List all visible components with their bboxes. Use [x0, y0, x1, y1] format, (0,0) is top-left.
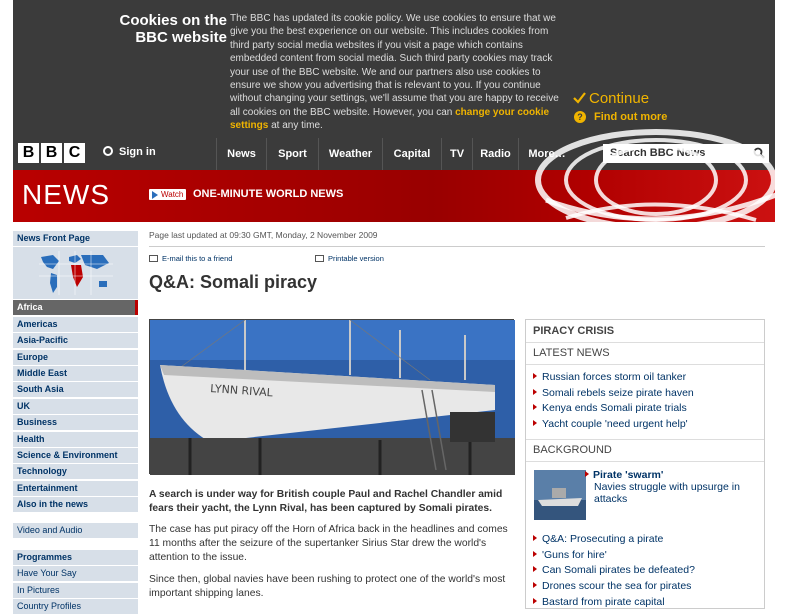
background-link[interactable]: 'Guns for hire' — [533, 549, 607, 561]
left-nav-item[interactable]: Asia-Pacific — [13, 333, 138, 348]
nav-item-radio[interactable]: Radio — [472, 138, 518, 170]
change-cookie-settings-link[interactable]: change your cookie settings — [230, 106, 550, 132]
left-nav-item[interactable]: Entertainment — [13, 481, 138, 496]
user-icon — [103, 146, 113, 156]
nav-item-capital[interactable]: Capital — [382, 138, 441, 170]
latest-news-link[interactable]: Russian forces storm oil tanker — [533, 371, 686, 383]
nav-items — [216, 138, 575, 170]
article-intro: A search is under way for British couple Paul and Rachel Chandler amid fears their yacht, the Lynn Rival, has been captured by Somali pirates. — [149, 489, 503, 514]
latest-news-link[interactable]: Yacht couple 'need urgent help' — [533, 418, 688, 430]
left-nav-item[interactable]: In Pictures — [13, 583, 138, 598]
left-nav-item[interactable]: South Asia — [13, 382, 138, 397]
news-banner — [13, 170, 775, 222]
yacht-photo — [149, 319, 514, 474]
left-nav-item[interactable]: Business — [13, 415, 138, 430]
divider — [149, 246, 765, 247]
left-nav-bottom — [13, 550, 138, 614]
nav-item-sport[interactable]: Sport — [266, 138, 318, 170]
printable-version-link[interactable]: Printable version — [315, 254, 435, 263]
nav-item-tv[interactable]: TV — [441, 138, 472, 170]
background-link[interactable]: Drones scour the sea for pirates — [533, 580, 691, 592]
left-nav-item[interactable]: Country Profiles — [13, 599, 138, 614]
background-link[interactable]: Q&A: Prosecuting a pirate — [533, 533, 663, 545]
question-icon: ? — [574, 111, 586, 123]
nav-item-weather[interactable]: Weather — [318, 138, 382, 170]
piracy-crisis-title: PIRACY CRISIS — [533, 325, 615, 337]
globe-graphic — [526, 160, 786, 230]
bbc-logo[interactable]: B B C — [18, 143, 85, 163]
email-friend-link[interactable]: E-mail this to a friend — [149, 254, 309, 263]
envelope-icon — [149, 255, 158, 262]
continue-button[interactable]: Continue — [573, 90, 649, 107]
left-nav-item[interactable]: Africa — [13, 300, 138, 315]
background-heading: BACKGROUND — [533, 444, 612, 456]
left-nav-news-front-page[interactable]: News Front Page — [13, 231, 138, 246]
search-input[interactable]: Search BBC News — [603, 144, 769, 163]
one-minute-world-news-link[interactable]: ONE-MINUTE WORLD NEWS — [193, 188, 344, 200]
cookie-text: The BBC has updated its cookie policy. We use cookies to ensure that we give you the best experience on our website. This includes cookies from third party social media websites if you visit a page which contains embedded content from social media. Such third party cookies may track your use of the BBC website. We and our partners also use cookies to ensure we show you advertising that is relevant to you. If you continue without changing your settings, we'll assume that you are happy to receive all cookies on the BBC website. However, you can change your cookie settings at any time. — [230, 13, 559, 132]
nav-item-news[interactable]: News — [216, 138, 266, 170]
background-link[interactable]: Can Somali pirates be defeated? — [533, 564, 695, 576]
piracy-crisis-box — [525, 319, 765, 609]
left-nav — [13, 231, 138, 615]
boat-name-text: LYNN RIVAL — [209, 382, 274, 400]
nav-item-more[interactable]: More… — [518, 138, 575, 170]
latest-news-link[interactable]: Kenya ends Somali pirate trials — [533, 402, 687, 414]
pirate-swarm-thumbnail[interactable] — [534, 470, 586, 520]
latest-news-link[interactable]: Somali rebels seize pirate haven — [533, 387, 694, 399]
left-nav-item[interactable]: Have Your Say — [13, 566, 138, 581]
printer-icon — [315, 255, 324, 262]
sign-in-link[interactable]: Sign in — [103, 146, 156, 158]
left-nav-item[interactable]: Middle East — [13, 366, 138, 381]
checkmark-icon — [573, 90, 589, 107]
watch-badge[interactable]: Watch — [149, 189, 186, 200]
world-map-icon[interactable] — [13, 247, 138, 299]
find-out-more-link[interactable]: ? Find out more — [574, 111, 667, 123]
left-nav-item[interactable]: Science & Environment — [13, 448, 138, 463]
last-updated: Page last updated at 09:30 GMT, Monday, 2 November 2009 — [149, 230, 378, 240]
article-paragraph: Since then, global navies have been rushing to protect one of the world's most important shipping lanes. — [149, 574, 506, 599]
news-logo[interactable]: NEWS — [22, 179, 110, 210]
left-nav-item[interactable]: Europe — [13, 350, 138, 365]
left-nav-item[interactable]: Health — [13, 432, 138, 447]
left-nav-regions — [13, 300, 138, 512]
cookie-title: Cookies on the BBC website — [119, 12, 227, 46]
background-link[interactable]: Bastard from pirate capital — [533, 596, 665, 608]
left-nav-item[interactable]: UK — [13, 399, 138, 414]
pirate-swarm-desc: Navies struggle with upsurge in attacks — [594, 481, 740, 505]
left-nav-video-audio[interactable]: Video and Audio — [13, 523, 138, 538]
left-nav-item[interactable]: Technology — [13, 464, 138, 479]
left-nav-item[interactable]: Programmes — [13, 550, 138, 565]
pirate-swarm-link[interactable]: Pirate 'swarm' — [593, 469, 664, 481]
left-nav-item[interactable]: Also in the news — [13, 497, 138, 512]
cookie-banner — [13, 0, 775, 138]
article-paragraph: The case has put piracy off the Horn of Africa back in the headlines and comes 11 months after the seizure of the supertanker Sirius Star drew the world's attention to the issue. — [149, 524, 508, 563]
latest-news-heading: LATEST NEWS — [533, 347, 610, 359]
headline: Q&A: Somali piracy — [149, 272, 318, 292]
left-nav-item[interactable]: Americas — [13, 317, 138, 332]
